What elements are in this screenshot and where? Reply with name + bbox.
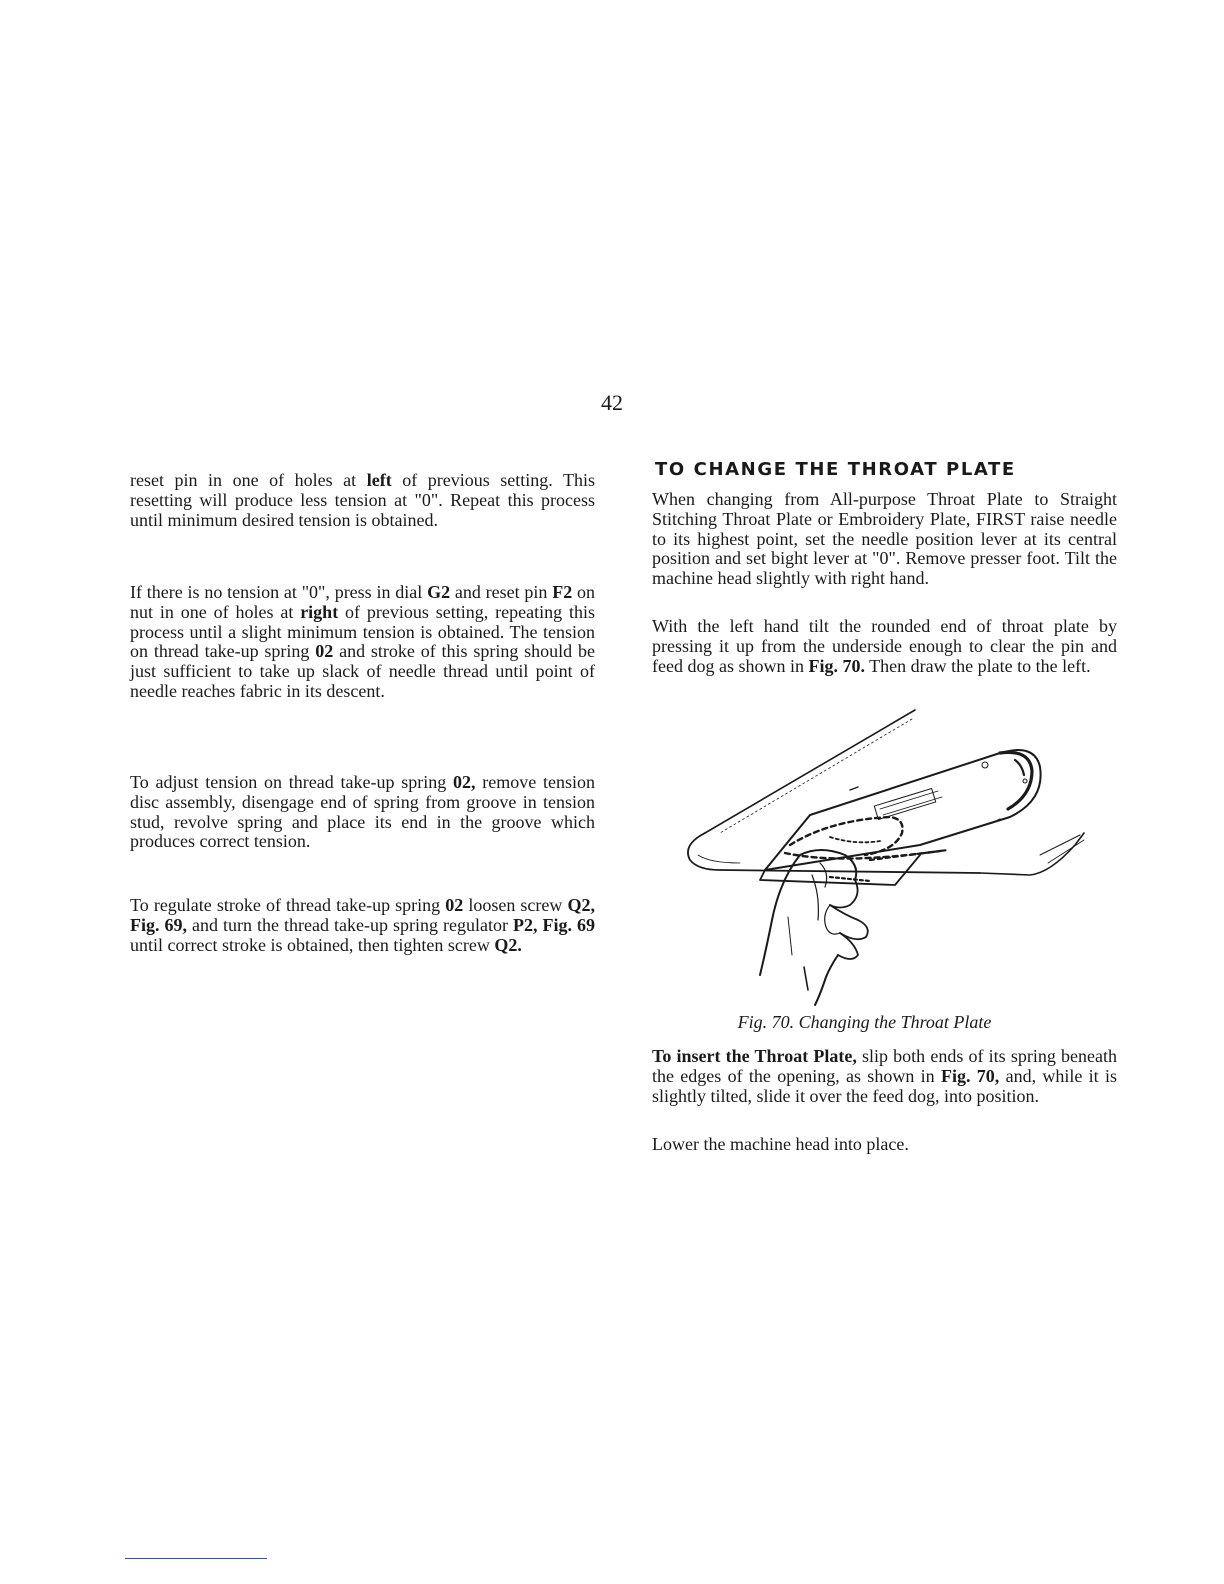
bold-text: P2, Fig. 69 bbox=[513, 914, 596, 935]
paragraph-when-changing bbox=[652, 490, 1117, 589]
text: loosen screw bbox=[463, 895, 568, 915]
footer-rule bbox=[125, 1558, 267, 1559]
throat-plate-icon bbox=[680, 705, 1090, 1010]
paragraph-regulate-stroke bbox=[130, 896, 595, 955]
text: To regulate stroke of thread take-up spring bbox=[130, 895, 446, 915]
text: and turn the thread take-up spring regulator bbox=[187, 914, 513, 935]
bold-text: Fig. 70. bbox=[808, 655, 865, 676]
paragraph-no-tension bbox=[130, 583, 595, 702]
text: Then draw the plate to the left. bbox=[864, 655, 1091, 676]
figure-caption: Fig. 70. Changing the Throat Plate bbox=[737, 1012, 992, 1032]
bold-text: Fig. 70, bbox=[940, 1065, 1000, 1086]
paragraph-insert-plate bbox=[652, 1047, 1117, 1106]
paragraph-left-hand-tilt bbox=[652, 617, 1117, 676]
bold-text: Q2, Fig. 69, bbox=[130, 895, 595, 935]
text: With the left hand tilt the rounded end of throat plate by pressing it up from the underside enough to clear the pin and feed dog as shown in bbox=[652, 616, 1117, 676]
text: If there is no tension at "0", press in dial bbox=[130, 582, 428, 602]
bold-text: F2 bbox=[552, 582, 573, 602]
bold-text: Q2. bbox=[494, 934, 522, 955]
text: Lower the machine head into place. bbox=[652, 1134, 909, 1154]
text: of previous setting, repeating this process until a slight minimum tension is obtained. The tension on thread take-up spring bbox=[130, 601, 595, 662]
page-number: 42 bbox=[601, 390, 623, 415]
paragraph-lower-head bbox=[652, 1135, 1117, 1155]
paragraph-adjust-tension bbox=[130, 773, 595, 852]
text: and reset pin bbox=[450, 582, 553, 602]
text: remove tension disc assembly, disengage end of spring from groove in tension stud, revolve spring and place its end in the groove which produces correct tension. bbox=[130, 772, 595, 852]
text: of previous setting. This resetting will produce less tension at "0". Repeat this process until minimum desired tension is obtained. bbox=[130, 470, 596, 530]
text: slip both ends of its spring beneath the edges of the opening, as shown in bbox=[652, 1046, 1117, 1086]
text: on nut in one of holes at bbox=[130, 582, 596, 622]
section-heading: TO CHANGE THE THROAT PLATE bbox=[655, 459, 1016, 480]
text: reset pin in one of holes at bbox=[130, 470, 367, 490]
throat-plate-illustration bbox=[680, 705, 1090, 1010]
bold-text: 02 bbox=[315, 641, 334, 662]
bold-text: right bbox=[300, 601, 339, 622]
text: To adjust tension on thread take-up spring bbox=[130, 772, 453, 792]
bold-text: left bbox=[366, 470, 392, 490]
text: When changing from All-purpose Throat Plate to Straight Stitching Throat Plate or Embroidery Plate, FIRST raise needle to its highest point, set the needle position lever at its central position and set bight lever at "0". Remove presser foot. Tilt the machine head slightly with right hand. bbox=[652, 489, 1117, 589]
paragraph-reset-pin bbox=[130, 471, 595, 530]
bold-text: To insert the Throat Plate, bbox=[652, 1046, 857, 1066]
text: until correct stroke is obtained, then tighten screw bbox=[130, 934, 495, 955]
text: and, while it is slightly tilted, slide it over the feed dog, into position. bbox=[652, 1065, 1117, 1106]
bold-text: 02 bbox=[445, 895, 464, 915]
text: and stroke of this spring should be just sufficient to take up slack of needle thread until point of needle reaches fabric in its descent. bbox=[130, 641, 595, 701]
bold-text: 02, bbox=[453, 772, 476, 792]
bold-text: G2 bbox=[427, 582, 451, 602]
